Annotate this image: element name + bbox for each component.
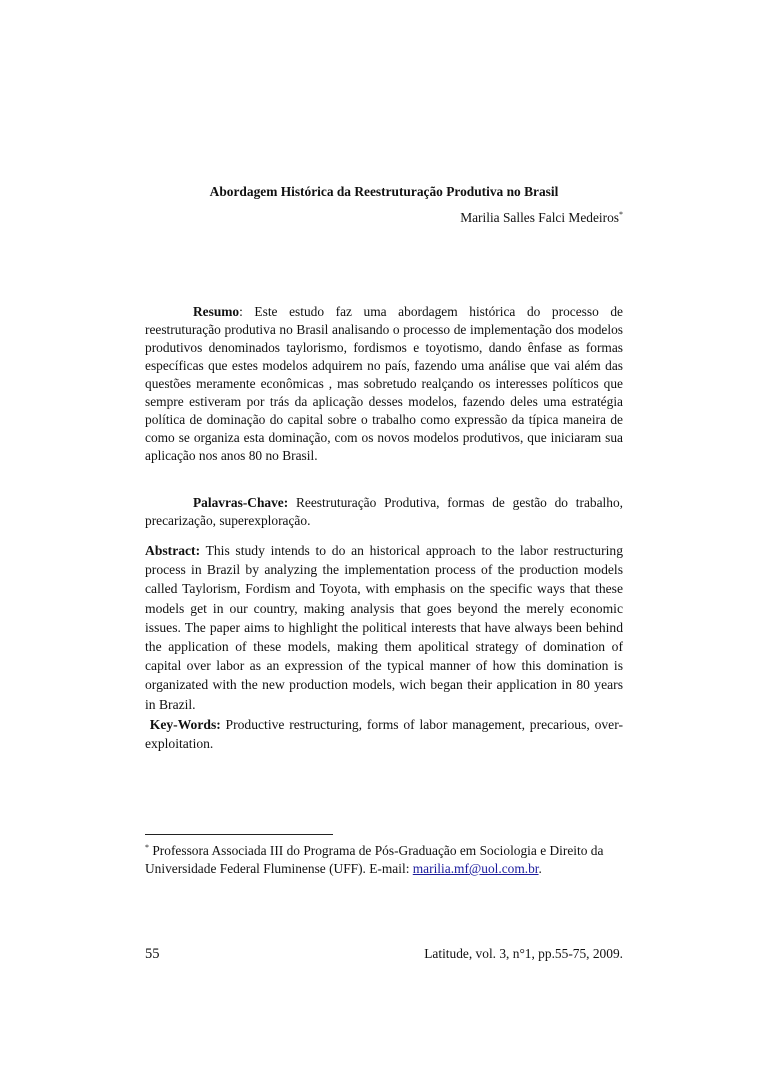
paper-title: Abordagem Histórica da Reestruturação Produtiva no Brasil	[209, 184, 559, 199]
resumo-text: : Este estudo faz uma abordagem histórica do processo de reestruturação produtiva no Brasil analisando o processo de implementação dos modelos produtivos denominados taylorismo, fordismos e toyotismo, dando ênfase as formas específicas que estes modelos adquirem no país, fazendo uma análise que vai além das questões meramente econômicas , mas sobretudo realçando os interesses políticos que sempre estiveram por trás da aplicação desses modelos, fazendo deles uma estratégia política de dominação do capital sobre o trabalho como expressão da típica maneira de como se organiza esta dominação, com os novos modelos produtivos, que iniciaram sua aplicação nos anos 80 no Brasil.	[145, 304, 623, 463]
palavras-chave-paragraph	[145, 494, 623, 530]
page-number: 55	[145, 946, 160, 962]
footnote-divider	[145, 834, 333, 835]
resumo-paragraph	[145, 303, 623, 465]
footnote	[145, 842, 623, 878]
key-words-text: Productive restructuring, forms of labor management, precarious, over-exploitation.	[145, 717, 623, 752]
key-words-label: Key-Words:	[149, 717, 221, 732]
palavras-chave-label: Palavras-Chave:	[193, 495, 289, 510]
footnote-text: Professora Associada III do Programa de Pós-Graduação em Sociologia e Direito da Universidade Federal Fluminense (UFF). E-mail:	[145, 843, 604, 876]
author-name: Marilia Salles Falci Medeiros	[460, 210, 619, 225]
abstract-label: Abstract:	[145, 543, 201, 558]
abstract-paragraph	[145, 541, 623, 714]
footnote-marker: *	[145, 843, 149, 852]
palavras-chave-text: Reestruturação Produtiva, formas de gestão do trabalho, precarização, superexploração.	[145, 495, 623, 528]
key-words-paragraph	[145, 715, 623, 753]
footnote-end: .	[538, 861, 542, 876]
journal-reference: Latitude, vol. 3, n°1, pp.55-75, 2009.	[424, 946, 623, 961]
resumo-label: Resumo	[193, 304, 240, 319]
author-footnote-marker[interactable]: *	[619, 210, 623, 219]
author-line	[460, 209, 623, 227]
abstract-text: This study intends to do an historical approach to the labor restructuring process in Brazil by analyzing the implementation process of the production models called Taylorism, Fordism and Toyota, with emphasis on the specific ways that these models get in our country, making analysis that goes beyond the merely economic issues. The paper aims to highlight the political interests that have always been behind the application of these models, making them apolitical strategy of domination of capital over labor as an expression of the typical manner of how this domination is organizated with the new production models, wich began their application in 80 years in Brazil.	[145, 543, 623, 712]
footnote-email-link[interactable]: marilia.mf@uol.com.br	[412, 861, 539, 876]
